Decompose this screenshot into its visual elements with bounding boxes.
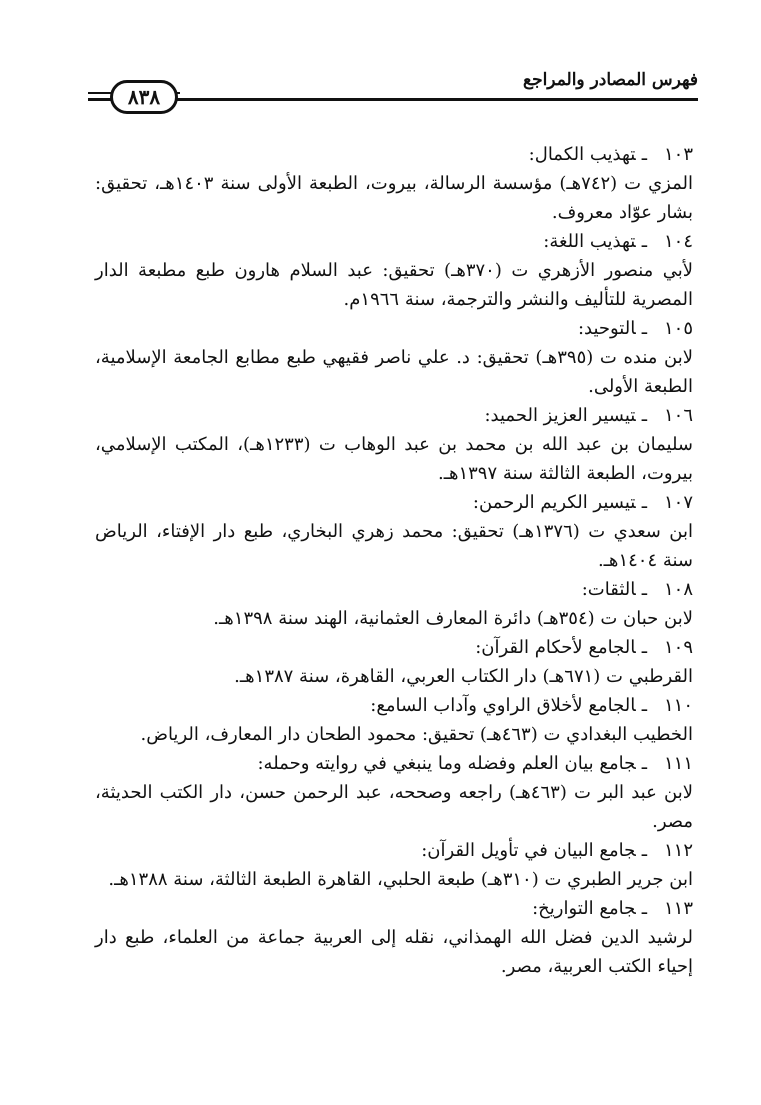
entry-description: القرطبي ت (٦٧١هـ) دار الكتاب العربي، القاهرة، سنة ١٣٨٧هـ. <box>234 666 693 687</box>
page-header <box>88 62 698 108</box>
entry-description: ابن جرير الطبري ت (٣١٠هـ) طبعة الحلبي، القاهرة الطبعة الثالثة، سنة ١٣٨٨هـ. <box>108 869 693 890</box>
entry-title: جامع بيان العلم وفضله وما ينبغي في روايته وحمله: <box>257 753 636 774</box>
entry-heading <box>95 575 693 604</box>
entry-description: الخطيب البغدادي ت (٤٦٣هـ) تحقيق: محمود الطحان دار المعارف، الرياض. <box>140 724 693 745</box>
entry-number: ١٠٥ <box>663 318 693 339</box>
entry-description: سليمان بن عبد الله بن محمد بن عبد الوهاب ت (١٢٣٣هـ)، المكتب الإسلامي، بيروت، الطبعة الثالثة سنة ١٣٩٧هـ. <box>95 434 693 484</box>
entry-description: لأبي منصور الأزهري ت (٣٧٠هـ) تحقيق: عبد السلام هارون طبع مطبعة الدار المصرية للتأليف والنشر والترجمة، سنة ١٩٦٦م. <box>95 260 693 310</box>
bibliography-entry <box>95 836 693 894</box>
entry-heading <box>95 401 693 430</box>
entry-number: ١٠٣ <box>663 144 693 165</box>
bibliography-entry <box>95 691 693 749</box>
entry-separator: ـ <box>641 579 647 600</box>
page-number: ٨٣٨ <box>110 80 178 114</box>
entry-heading <box>95 633 693 662</box>
entry-heading <box>95 140 693 169</box>
entry-title: التوحيد: <box>577 318 636 339</box>
entry-separator: ـ <box>641 144 647 165</box>
entry-number: ١١٣ <box>663 898 693 919</box>
entry-number: ١٠٩ <box>663 637 693 658</box>
entry-heading <box>95 314 693 343</box>
entry-title: تيسير الكريم الرحمن: <box>472 492 636 513</box>
bibliography-entry <box>95 227 693 314</box>
entry-separator: ـ <box>641 753 647 774</box>
entry-heading <box>95 227 693 256</box>
entry-title: الثقات: <box>581 579 636 600</box>
entry-number: ١١١ <box>663 753 693 774</box>
entry-title: جامع التواريخ: <box>532 898 636 919</box>
entry-heading <box>95 836 693 865</box>
entry-separator: ـ <box>641 405 647 426</box>
entry-heading <box>95 749 693 778</box>
running-title: فهرس المصادر والمراجع <box>523 70 698 90</box>
entry-description: ابن سعدي ت (١٣٧٦هـ) تحقيق: محمد زهري البخاري، طبع دار الإفتاء، الرياض سنة ١٤٠٤هـ. <box>95 521 694 571</box>
entry-title: الجامع لأخلاق الراوي وآداب السامع: <box>370 695 636 716</box>
entry-description: لابن حبان ت (٣٥٤هـ) دائرة المعارف العثمانية، الهند سنة ١٣٩٨هـ. <box>213 608 693 629</box>
entry-number: ١٠٨ <box>663 579 693 600</box>
entry-separator: ـ <box>641 231 647 252</box>
entry-number: ١١٢ <box>663 840 693 861</box>
entry-number: ١٠٦ <box>663 405 693 426</box>
entry-title: تهذيب الكمال: <box>528 144 636 165</box>
bibliography-entry <box>95 749 693 836</box>
entry-description: لابن منده ت (٣٩٥هـ) تحقيق: د. علي ناصر فقيهي طبع مطابع الجامعة الإسلامية، الطبعة الأولى. <box>95 347 694 397</box>
bibliography-entry <box>95 488 693 575</box>
bibliography-entry <box>95 894 693 981</box>
entry-separator: ـ <box>641 898 647 919</box>
entry-heading <box>95 488 693 517</box>
entry-heading <box>95 894 693 923</box>
entry-separator: ـ <box>641 637 647 658</box>
entry-description: لابن عبد البر ت (٤٦٣هـ) راجعه وصححه، عبد الرحمن حسن، دار الكتب الحديثة، مصر. <box>95 782 693 832</box>
bibliography-entry <box>95 575 693 633</box>
entry-separator: ـ <box>641 492 647 513</box>
bibliography-entry <box>95 401 693 488</box>
entry-description: لرشيد الدين فضل الله الهمذاني، نقله إلى العربية جماعة من العلماء، طبع دار إحياء الكتب العربية، مصر. <box>95 927 693 977</box>
entry-title: جامع البيان في تأويل القرآن: <box>421 840 636 861</box>
entry-separator: ـ <box>641 840 647 861</box>
bibliography-list <box>95 140 693 981</box>
bibliography-entry <box>95 314 693 401</box>
entry-title: تهذيب اللغة: <box>543 231 636 252</box>
entry-number: ١٠٧ <box>663 492 693 513</box>
entry-description: المزي ت (٧٤٢هـ) مؤسسة الرسالة، بيروت، الطبعة الأولى سنة ١٤٠٣هـ، تحقيق: بشار عوّاد معروف. <box>95 173 693 223</box>
entry-title: تيسير العزيز الحميد: <box>484 405 636 426</box>
entry-number: ١٠٤ <box>663 231 693 252</box>
bibliography-entry <box>95 633 693 691</box>
entry-heading <box>95 691 693 720</box>
header-rule <box>88 98 698 101</box>
entry-number: ١١٠ <box>663 695 693 716</box>
entry-separator: ـ <box>641 318 647 339</box>
entry-title: الجامع لأحكام القرآن: <box>475 637 636 658</box>
entry-separator: ـ <box>641 695 647 716</box>
bibliography-entry <box>95 140 693 227</box>
